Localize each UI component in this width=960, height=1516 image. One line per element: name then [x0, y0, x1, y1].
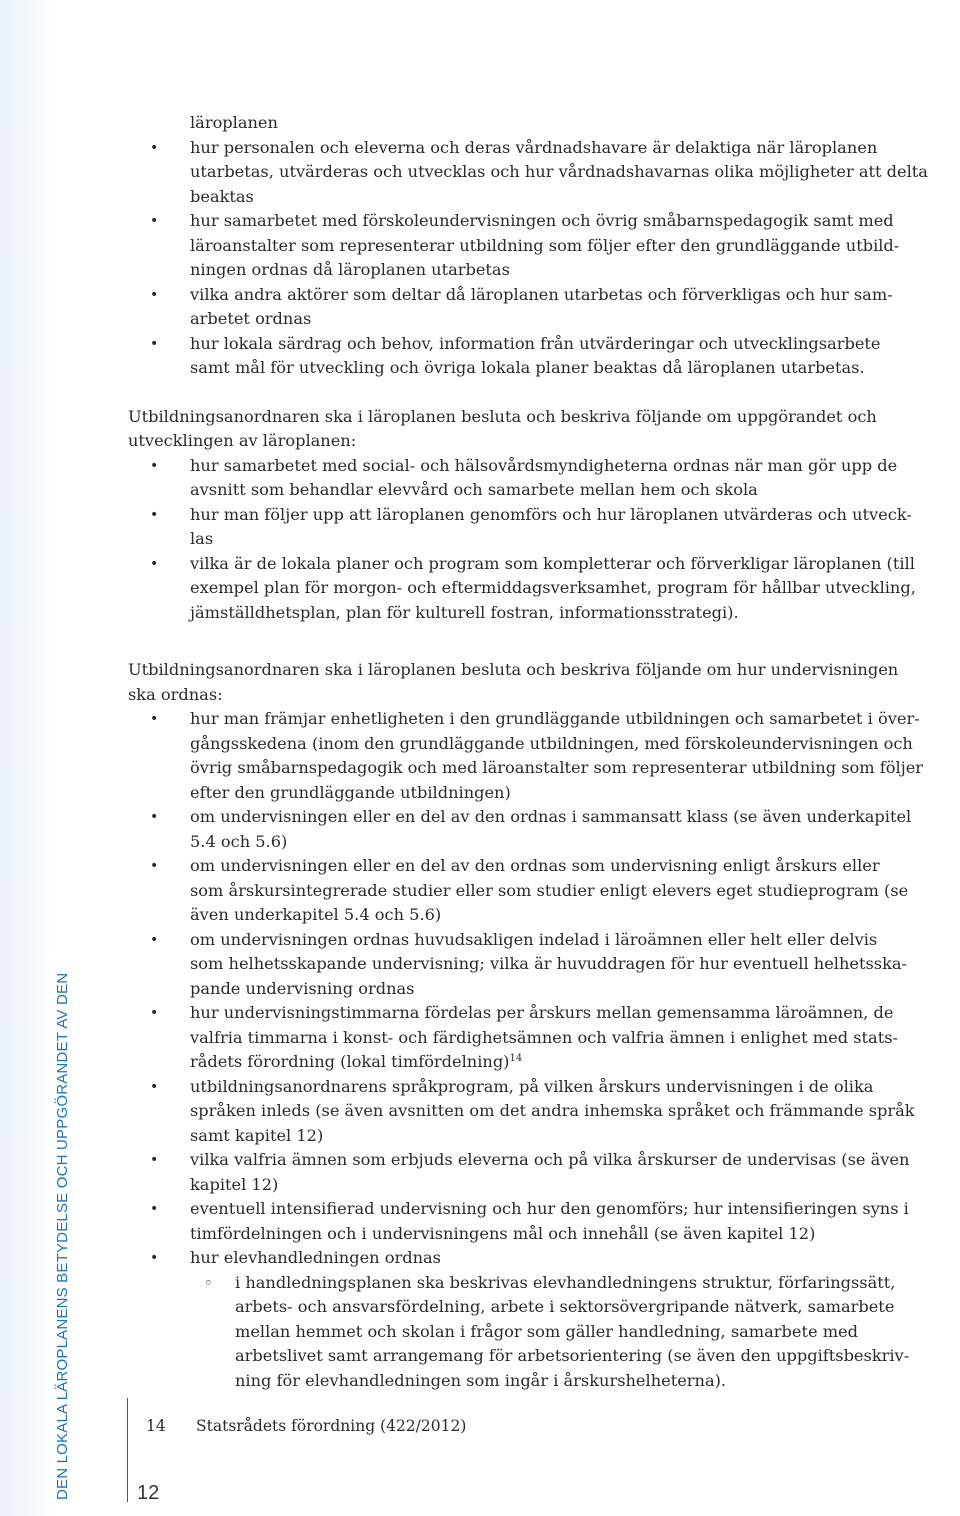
sub-list-item [190, 1271, 960, 1394]
list-item [128, 209, 960, 283]
line: om undervisningen ordnas huvudsakligen indelad i läroämnen eller helt eller delvis [190, 929, 878, 949]
line: timfördelningen och i undervisningens mål och innehåll (se även kapitel 12) [190, 1223, 816, 1243]
line: hur samarbetet med förskoleundervisningen och övrig småbarnspedagogik samt med [190, 211, 894, 230]
list-item [128, 707, 960, 805]
line: hur man främjar enhetligheten i den grundläggande utbildningen och samarbetet i över- [190, 709, 920, 728]
section-curriculum-development [128, 405, 960, 626]
line: hur elevhandledningen ordnas [190, 1248, 441, 1267]
line: samt mål för utveckling och övriga lokala planer beaktas då läroplanen utarbetas. [190, 358, 865, 377]
line: beaktas [190, 186, 254, 206]
line: gångsskedena (inom den grundläggande utbildningen, med förskoleundervisningen och [190, 733, 913, 753]
line: avsnitt som behandlar elevvård och samarbete mellan hem och skola [190, 480, 758, 499]
line: exempel plan för morgon- och eftermiddagsverksamhet, program för hållbar utveckling, [190, 578, 916, 597]
line: vilka är de lokala planer och program som kompletterar och förverkligar läroplanen (till [190, 553, 915, 573]
line: utvecklingen av läroplanen: [128, 431, 357, 450]
sub-list [190, 1271, 960, 1394]
list-item [128, 854, 960, 928]
list-item [128, 1197, 960, 1246]
footnote-divider [127, 1398, 128, 1502]
line: arbetslivet samt arrangemang för arbetsorientering (se även den uppgiftsbeskriv- [235, 1346, 910, 1365]
line: hur personalen och eleverna och deras vårdnadshavare är delaktiga när läroplanen [190, 137, 878, 157]
list-item [128, 1001, 960, 1075]
line: hur man följer upp att läroplanen genomförs och hur läroplanen utvärderas och utveck- [190, 504, 912, 524]
list-item [128, 503, 960, 552]
line: arbetet ordnas [190, 309, 312, 328]
footnote-reference: 14 [509, 1053, 523, 1064]
page-number: 12 [137, 1482, 160, 1504]
line: om undervisningen eller en del av den ordnas som undervisning enligt årskurs eller [190, 856, 880, 875]
footnote-text: Statsrådets förordning (422/2012) [196, 1417, 467, 1435]
line: rådets förordning (lokal timfördelning) [190, 1052, 510, 1071]
bullet-list-3 [128, 707, 960, 1393]
list-item [128, 1246, 960, 1393]
line: eventuell intensifierad undervisning och hur den genomförs; hur intensifieringen syns i [190, 1199, 909, 1218]
line: som årskursintegrerade studier eller som studier enligt elevers eget studieprogram (se [190, 880, 909, 900]
line: 5.4 och 5.6) [190, 831, 288, 851]
page-content [128, 111, 960, 1393]
list-item [128, 928, 960, 1002]
list-item [128, 805, 960, 854]
line: om undervisningen eller en del av den ordnas i sammansatt klass (se även underkapitel [190, 807, 912, 826]
line: kapitel 12) [190, 1174, 279, 1194]
list-item [128, 552, 960, 626]
list-item [128, 332, 960, 381]
intro-paragraph [128, 658, 960, 707]
list-item [128, 283, 960, 332]
line: språken inleds (se även avsnitten om det andra inhemska språket och främmande språk [190, 1101, 915, 1120]
continued-text: läroplanen [190, 113, 278, 132]
list-item [128, 1075, 960, 1149]
bullet-list-top [128, 136, 960, 381]
line: läroanstalter som representerar utbildning som följer efter den grundläggande utbild- [190, 235, 900, 255]
footnote-number: 14 [146, 1417, 166, 1435]
line: ning för elevhandledningen som ingår i årskurshelheterna). [235, 1370, 727, 1390]
line: utbildningsanordnarens språkprogram, på vilken årskurs undervisningen i de olika [190, 1076, 874, 1096]
line: las [190, 529, 214, 548]
line: Utbildningsanordnaren ska i läroplanen besluta och beskriva följande om hur undervisningen [128, 660, 899, 679]
line: samt kapitel 12) [190, 1125, 324, 1145]
line: efter den grundläggande utbildningen) [190, 782, 511, 802]
top-section [128, 111, 960, 381]
line: Utbildningsanordnaren ska i läroplanen besluta och beskriva följande om uppgörandet och [128, 406, 877, 426]
line: som helhetsskapande undervisning; vilka är huvuddragen för hur eventuell helhetsska- [190, 954, 908, 973]
line: övrig småbarnspedagogik och med läroanstalter som representerar utbildning som följer [190, 758, 924, 777]
line: mellan hemmet och skolan i frågor som gäller handledning, samarbete med [235, 1321, 858, 1341]
footnote [146, 1415, 466, 1437]
line: jämställdhetsplan, plan för kulturell fostran, informationsstrategi). [190, 602, 739, 622]
list-item [128, 1148, 960, 1197]
line: utarbetas, utvärderas och utvecklas och hur vårdnadshavarnas olika möjligheter att delta [190, 162, 928, 181]
line: hur lokala särdrag och behov, information från utvärderingar och utvecklingsarbete [190, 333, 881, 353]
line: vilka valfria ämnen som erbjuds eleverna och på vilka årskurser de undervisas (se även [190, 1150, 910, 1169]
list-item [128, 136, 960, 210]
side-band [0, 0, 52, 1516]
bullet-list-2 [128, 454, 960, 626]
side-chapter-title: DEN LOKALA LÄROPLANENS BETYDELSE OCH UPPGÖRANDET AV DEN [54, 972, 71, 1500]
line: även underkapitel 5.4 och 5.6) [190, 905, 442, 924]
line: arbets- och ansvarsfördelning, arbete i sektorsövergripande nätverk, samarbete [235, 1297, 895, 1316]
list-item [128, 454, 960, 503]
section-teaching-organization [128, 658, 960, 1393]
line: ska ordnas: [128, 684, 223, 704]
line: hur samarbetet med social- och hälsovårdsmyndigheterna ordnas när man gör upp de [190, 455, 898, 475]
line: i handledningsplanen ska beskrivas elevhandledningens struktur, förfaringssätt, [235, 1272, 896, 1292]
line: pande undervisning ordnas [190, 978, 415, 998]
line: ningen ordnas då läroplanen utarbetas [190, 260, 510, 279]
line: valfria timmarna i konst- och färdighetsämnen och valfria ämnen i enlighet med stats- [190, 1027, 898, 1047]
intro-paragraph [128, 405, 960, 454]
line: hur undervisningstimmarna fördelas per årskurs mellan gemensamma läroämnen, de [190, 1003, 894, 1022]
line: vilka andra aktörer som deltar då läroplanen utarbetas och förverkligas och hur sam- [190, 284, 893, 304]
